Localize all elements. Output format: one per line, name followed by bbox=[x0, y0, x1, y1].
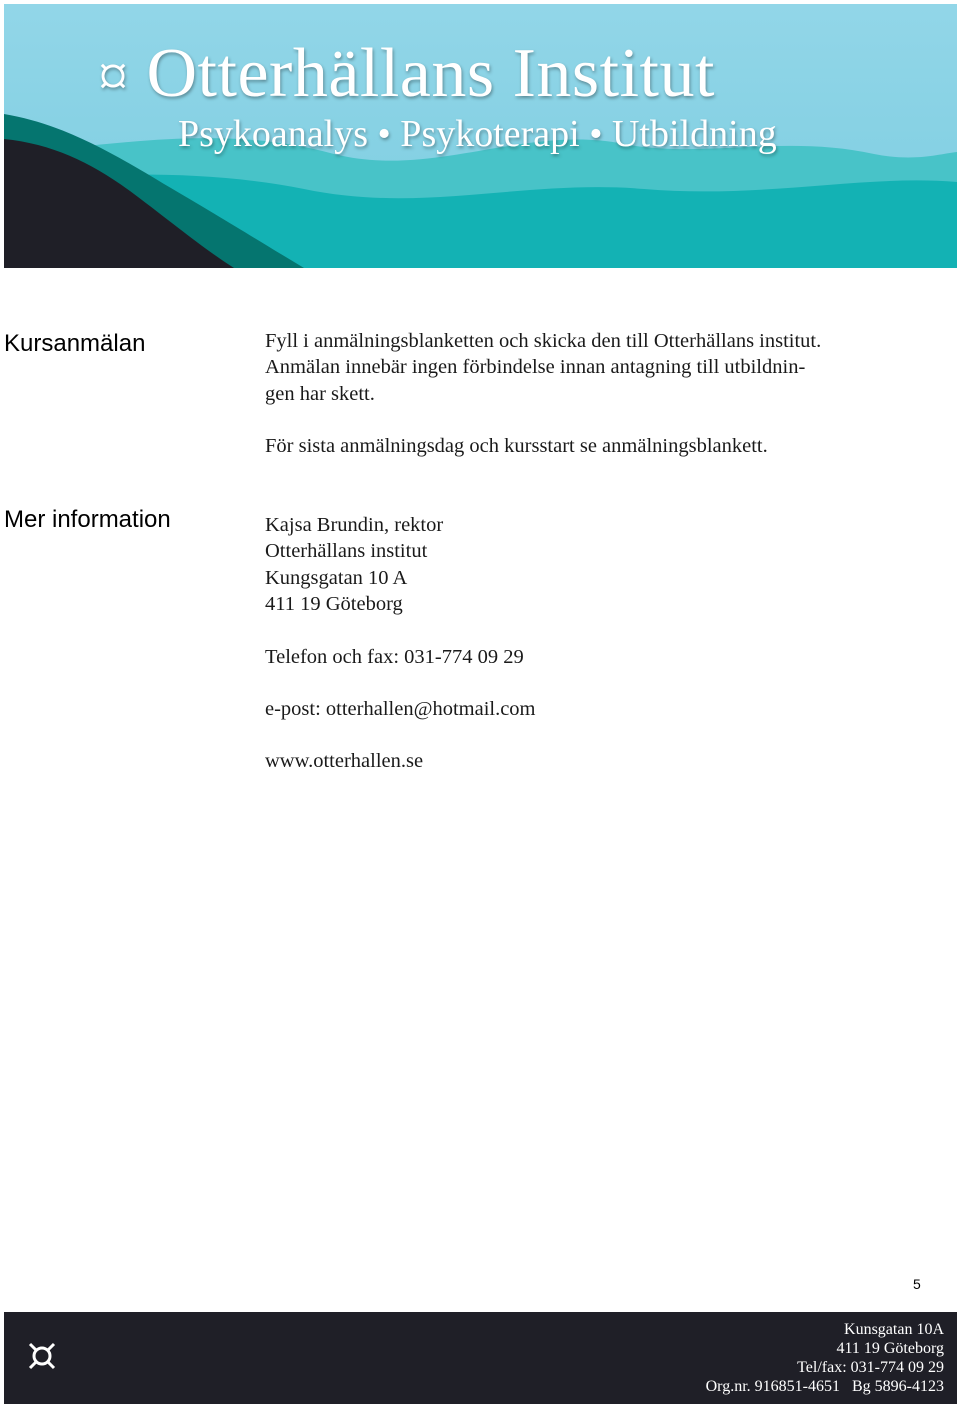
contact-email: e-post: otterhallen@hotmail.com bbox=[265, 698, 536, 721]
currency-sign-icon bbox=[28, 1342, 56, 1370]
footer-contact bbox=[706, 1320, 944, 1396]
footer-bar bbox=[4, 1312, 957, 1404]
footer-street: Kunsgatan 10A bbox=[844, 1321, 944, 1338]
header-banner bbox=[4, 4, 957, 268]
kursanmalan-deadline-note: För sista anmälningsdag och kursstart se anmälningsblankett. bbox=[265, 435, 768, 458]
currency-sign-icon: ¤ bbox=[98, 43, 129, 109]
footer-org-number: Org.nr. 916851-4651 Bg 5896-4123 bbox=[705, 1378, 944, 1395]
contact-website: www.otterhallen.se bbox=[265, 750, 424, 773]
contact-name: Kajsa Brundin, rektor bbox=[265, 514, 444, 536]
mer-information-heading: Mer information bbox=[4, 506, 171, 533]
banner-subtitle: Psykoanalys • Psykoterapi • Utbildning bbox=[178, 113, 777, 155]
contact-phone: Telefon och fax: 031-774 09 29 bbox=[265, 645, 524, 668]
kursanmalan-line-2: Anmälan innebär ingen förbindelse innan antagning till utbildnin- bbox=[265, 356, 806, 379]
institute-name: Otterhällans Institut bbox=[146, 35, 715, 112]
contact-street: Kungsgatan 10 A bbox=[265, 566, 408, 589]
kursanmalan-text bbox=[265, 328, 925, 460]
contact-block bbox=[265, 512, 925, 775]
banner-title bbox=[98, 34, 715, 114]
kursanmalan-line-3: gen har skett. bbox=[265, 382, 375, 405]
page-number: 5 bbox=[913, 1276, 921, 1292]
kursanmalan-heading: Kursanmälan bbox=[4, 330, 146, 357]
footer-city: 411 19 Göteborg bbox=[836, 1340, 944, 1357]
contact-city: 411 19 Göteborg bbox=[265, 593, 403, 616]
contact-organisation: Otterhällans institut bbox=[265, 540, 428, 563]
footer-phone: Tel/fax: 031-774 09 29 bbox=[797, 1359, 944, 1376]
kursanmalan-line-1: Fyll i anmälningsblanketten och skicka den till Otterhällans institut. bbox=[265, 330, 822, 352]
